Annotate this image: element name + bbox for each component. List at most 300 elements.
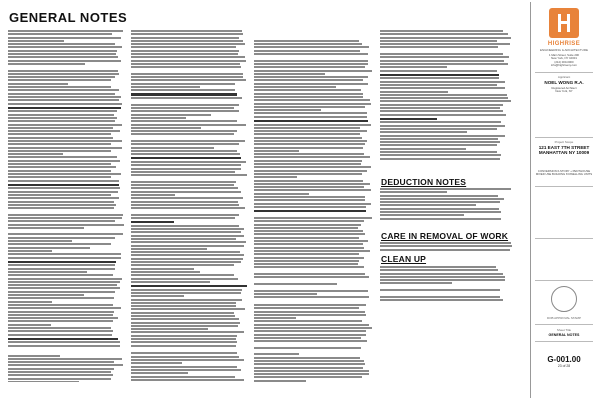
note-text-line <box>131 322 240 324</box>
note-text-line <box>8 261 116 263</box>
note-text-line <box>254 311 365 313</box>
note-text-line <box>8 224 124 226</box>
note-text-line <box>8 143 111 145</box>
note-text-line <box>131 328 208 330</box>
note-text-line <box>380 74 499 76</box>
note-text-line <box>8 338 118 340</box>
note-text-line <box>131 366 237 368</box>
note-text-line <box>380 214 464 216</box>
note-text-line <box>131 127 201 129</box>
note-text-line <box>131 181 236 183</box>
note-text-line <box>254 337 361 339</box>
note-text-line <box>131 248 207 250</box>
note-text-line <box>254 330 366 332</box>
note-text-line <box>8 371 111 373</box>
note-text-line <box>380 63 508 65</box>
note-text-line <box>8 150 111 152</box>
note-text-line <box>254 30 298 32</box>
note-text-line <box>8 284 117 286</box>
note-text-line <box>380 201 500 203</box>
note-text-line <box>254 220 364 222</box>
note-text-line <box>8 73 119 75</box>
note-text-line <box>131 117 186 119</box>
note-text-line <box>8 378 111 380</box>
note-text-line <box>8 137 113 139</box>
note-text-line <box>254 83 368 85</box>
note-text-line <box>131 207 245 209</box>
note-text-line <box>131 299 242 301</box>
note-text-line <box>131 100 195 102</box>
note-text-line <box>8 170 111 172</box>
note-text-line <box>254 214 302 216</box>
note-text-line <box>131 221 174 223</box>
note-text-line <box>131 143 239 145</box>
note-text-line <box>8 33 112 35</box>
note-text-line <box>254 270 332 272</box>
note-text-line <box>254 193 309 195</box>
note-text-line <box>8 240 72 242</box>
note-text-line <box>254 189 371 191</box>
note-text-line <box>8 341 120 343</box>
note-text-line <box>8 304 113 306</box>
note-text-line <box>131 30 242 32</box>
note-text-line <box>8 361 114 363</box>
note-text-line <box>380 94 507 96</box>
note-text-line <box>380 118 437 120</box>
note-text-line <box>8 253 121 255</box>
note-text-line <box>8 368 114 370</box>
note-text-line <box>254 124 371 126</box>
note-text-line <box>8 103 122 105</box>
note-text-line <box>380 282 452 284</box>
note-text-line <box>254 160 362 162</box>
note-text-line <box>131 89 235 91</box>
note-text-line <box>254 37 322 39</box>
note-text-line <box>254 320 362 322</box>
sheet-title: GENERAL NOTES <box>548 333 580 337</box>
note-text-line <box>254 230 363 232</box>
note-text-line <box>131 46 236 48</box>
note-text-line <box>254 46 369 48</box>
note-text-line <box>8 320 113 322</box>
note-text-line <box>131 217 235 219</box>
note-text-line <box>254 153 364 155</box>
note-text-line <box>254 163 361 165</box>
note-text-line <box>254 109 321 111</box>
note-text-line <box>254 63 368 65</box>
note-text-line <box>380 151 497 153</box>
note-text-line <box>8 334 112 336</box>
project-label: Project Scope <box>554 140 574 144</box>
note-text-line <box>254 173 362 175</box>
note-text-line <box>131 228 244 230</box>
notes-column-1 <box>8 30 124 382</box>
section-deduction-notes: DEDUCTION NOTES <box>381 177 467 187</box>
note-text-line <box>254 176 297 178</box>
note-text-line <box>254 273 365 275</box>
note-text-line <box>131 305 236 307</box>
note-text-line <box>8 79 111 81</box>
note-text-line <box>131 376 235 378</box>
note-text-line <box>131 312 234 314</box>
note-text-line <box>131 157 241 159</box>
note-text-line <box>131 225 239 227</box>
note-text-line <box>8 56 118 58</box>
note-text-line <box>254 300 330 302</box>
note-text-line <box>8 76 115 78</box>
note-text-line <box>380 110 503 112</box>
note-text-line <box>8 220 115 222</box>
section-clean-up: CLEAN UP <box>381 254 427 264</box>
note-text-line <box>254 79 363 81</box>
note-text-line <box>131 124 246 126</box>
note-text-line <box>8 40 64 42</box>
note-text-line <box>254 370 369 372</box>
note-text-line <box>254 343 306 345</box>
note-text-line <box>8 93 115 95</box>
note-text-line <box>8 70 118 72</box>
note-text-line <box>380 296 500 298</box>
note-text-line <box>254 376 362 378</box>
note-text-line <box>254 224 361 226</box>
note-text-line <box>8 187 120 189</box>
note-text-line <box>380 50 457 52</box>
note-text-line <box>131 53 238 55</box>
note-text-line <box>8 130 120 132</box>
note-text-line <box>254 40 359 42</box>
note-text-line <box>131 308 245 310</box>
note-text-line <box>8 83 68 85</box>
note-text-line <box>8 204 116 206</box>
note-text-line <box>254 227 358 229</box>
note-text-line <box>254 206 366 208</box>
note-text-line <box>8 227 84 229</box>
note-text-line <box>131 210 177 212</box>
note-text-line <box>8 301 52 303</box>
note-text-line <box>254 96 363 98</box>
note-text-line <box>131 83 235 85</box>
note-text-line <box>254 50 360 52</box>
note-text-line <box>254 280 305 282</box>
note-text-line <box>380 141 500 143</box>
care-in-removal-text <box>380 242 512 252</box>
notes-column-4-top <box>380 30 512 162</box>
note-text-line <box>131 241 246 243</box>
note-text-line <box>8 99 119 101</box>
note-text-line <box>254 250 370 252</box>
note-text-line <box>380 37 511 39</box>
note-text-line <box>254 317 296 319</box>
note-text-line <box>131 130 237 132</box>
note-text-line <box>8 133 111 135</box>
note-text-line <box>254 93 363 95</box>
note-text-line <box>254 180 363 182</box>
note-text-line <box>131 171 235 173</box>
note-text-line <box>254 233 365 235</box>
note-text-line <box>380 97 508 99</box>
note-text-line <box>254 363 365 365</box>
note-text-line <box>254 357 360 359</box>
note-text-line <box>131 56 245 58</box>
note-text-line <box>131 60 246 62</box>
note-text-line <box>8 250 52 252</box>
note-text-line <box>131 76 243 78</box>
note-text-line <box>131 120 237 122</box>
note-text-line <box>131 245 244 247</box>
note-text-line <box>8 114 114 116</box>
note-text-line <box>131 359 244 361</box>
note-text-line <box>8 314 113 316</box>
note-text-line <box>131 238 236 240</box>
note-text-line <box>254 116 367 118</box>
note-text-line <box>380 135 505 137</box>
note-text-line <box>131 43 245 45</box>
title-block <box>530 2 596 398</box>
note-text-line <box>8 210 53 212</box>
note-text-line <box>380 154 501 156</box>
note-text-line <box>380 81 505 83</box>
note-text-line <box>131 197 243 199</box>
note-text-line <box>131 274 234 276</box>
note-text-line <box>254 304 366 306</box>
note-text-line <box>254 196 365 198</box>
note-text-line <box>131 292 241 294</box>
note-text-line <box>380 128 497 130</box>
note-text-line <box>8 120 115 122</box>
note-text-line <box>8 294 84 296</box>
note-text-line <box>380 131 467 133</box>
note-text-line <box>380 245 512 247</box>
note-text-line <box>131 168 241 170</box>
note-text-line <box>254 253 359 255</box>
note-text-line <box>131 231 241 233</box>
note-text-line <box>8 271 87 273</box>
note-text-line <box>131 278 238 280</box>
note-text-line <box>8 345 120 347</box>
note-text-line <box>254 143 365 145</box>
note-text-line <box>131 331 244 333</box>
note-text-line <box>8 268 115 270</box>
note-text-line <box>131 110 239 112</box>
note-text-line <box>254 276 369 278</box>
note-text-line <box>131 194 175 196</box>
note-text-line <box>254 103 371 105</box>
note-text-line <box>380 242 511 244</box>
note-text-line <box>380 104 503 106</box>
note-text-line <box>8 37 121 39</box>
note-text-line <box>131 79 246 81</box>
note-text-line <box>131 258 243 260</box>
note-text-line <box>8 66 63 68</box>
note-text-line <box>254 307 359 309</box>
section-care-in-removal: CARE IN REMOVAL OF WORK <box>381 231 509 241</box>
note-text-line <box>8 140 122 142</box>
note-text-line <box>8 355 60 357</box>
note-text-line <box>254 257 364 259</box>
note-text-line <box>131 214 239 216</box>
note-text-line <box>254 66 365 68</box>
note-text-line <box>380 84 497 86</box>
note-text-line <box>254 140 367 142</box>
note-text-line <box>131 264 234 266</box>
note-text-line <box>8 107 121 109</box>
note-text-line <box>254 353 299 355</box>
note-text-line <box>380 77 499 79</box>
note-text-line <box>380 221 472 223</box>
note-text-line <box>380 87 505 89</box>
note-text-line <box>8 160 120 162</box>
note-text-line <box>8 207 114 209</box>
note-text-line <box>254 89 361 91</box>
note-text-line <box>8 176 111 178</box>
note-text-line <box>131 140 245 142</box>
note-text-line <box>131 204 239 206</box>
note-text-line <box>8 191 118 193</box>
note-text-line <box>131 147 214 149</box>
note-text-line <box>131 345 236 347</box>
note-text-line <box>131 379 244 381</box>
note-text-line <box>254 240 368 242</box>
note-text-line <box>8 230 66 232</box>
note-text-line <box>8 63 85 65</box>
note-text-line <box>8 217 122 219</box>
project-description: CONVERSION 6-STORY + PENTHOUSE MIXED USE BUILDING 8 DWELLING UNITS <box>535 169 593 177</box>
note-text-line <box>8 381 79 382</box>
applicant-label: Applicant <box>557 75 571 79</box>
note-text-line <box>131 153 240 155</box>
note-text-line <box>131 251 240 253</box>
note-text-line <box>131 37 239 39</box>
note-text-line <box>254 86 336 88</box>
note-text-line <box>380 107 500 109</box>
note-text-line <box>380 91 448 93</box>
note-text-line <box>131 150 237 152</box>
note-text-line <box>131 33 243 35</box>
note-text-line <box>8 96 121 98</box>
note-text-line <box>380 286 435 288</box>
note-text-line <box>131 50 239 52</box>
note-text-line <box>254 199 365 201</box>
note-text-line <box>380 125 505 127</box>
note-text-line <box>8 86 111 88</box>
note-text-line <box>254 203 371 205</box>
note-text-line <box>8 43 115 45</box>
note-text-line <box>254 70 372 72</box>
note-text-line <box>8 110 117 112</box>
note-text-line <box>380 33 508 35</box>
note-text-line <box>8 201 114 203</box>
note-text-line <box>131 164 241 166</box>
note-text-line <box>380 100 511 102</box>
note-text-line <box>131 161 246 163</box>
note-text-line <box>8 364 123 366</box>
note-text-line <box>254 286 332 288</box>
note-text-line <box>254 150 299 152</box>
note-text-line <box>254 350 334 352</box>
note-text-line <box>131 86 200 88</box>
note-text-line <box>8 358 122 360</box>
sheet-number: G-001.00 <box>547 355 581 364</box>
note-text-line <box>8 257 121 259</box>
note-text-line <box>380 198 504 200</box>
note-text-line <box>380 204 476 206</box>
note-text-line <box>380 138 498 140</box>
note-text-line <box>131 73 243 75</box>
note-text-line <box>8 330 113 332</box>
note-text-line <box>8 287 120 289</box>
note-text-line <box>8 147 122 149</box>
note-text-line <box>8 30 123 32</box>
note-text-line <box>8 291 115 293</box>
note-text-line <box>8 46 122 48</box>
note-text-line <box>8 351 93 353</box>
note-text-line <box>131 63 240 65</box>
note-text-line <box>254 340 367 342</box>
note-text-line <box>380 148 466 150</box>
note-text-line <box>380 279 505 281</box>
note-text-line <box>380 60 504 62</box>
brand-name: HIGHRISE <box>547 41 581 47</box>
note-text-line <box>8 317 118 319</box>
note-text-line <box>131 281 210 283</box>
note-text-line <box>131 261 241 263</box>
note-text-line <box>131 372 188 374</box>
note-text-line <box>380 289 500 291</box>
note-text-line <box>254 120 368 122</box>
note-text-line <box>131 268 194 270</box>
note-text-line <box>131 187 238 189</box>
note-text-line <box>254 76 368 78</box>
dob-stamp-label: DOB APPROVAL STAMP <box>547 316 581 320</box>
note-text-line <box>254 334 366 336</box>
clean-up-text <box>380 266 512 304</box>
note-text-line <box>254 347 361 349</box>
note-text-line <box>8 264 115 266</box>
note-text-line <box>380 53 503 55</box>
notes-column-2 <box>131 30 247 382</box>
note-text-line <box>380 144 497 146</box>
note-text-line <box>8 214 123 216</box>
note-text-line <box>254 293 317 295</box>
note-text-line <box>380 121 501 123</box>
note-text-line <box>8 278 122 280</box>
note-text-line <box>8 89 119 91</box>
note-text-line <box>131 356 239 358</box>
office-contact: 1 Main Street, Suite 200 New York, NY 10001 (212) 000-0000 info@highriseny.com <box>548 53 579 68</box>
note-text-line <box>8 184 119 186</box>
note-text-line <box>254 210 366 212</box>
note-text-line <box>254 260 359 262</box>
note-text-line <box>131 295 184 297</box>
note-text-line <box>8 281 120 283</box>
note-text-line <box>131 70 203 72</box>
note-text-line <box>8 311 114 313</box>
note-text-line <box>254 237 359 239</box>
note-text-line <box>254 33 296 35</box>
brand-subtitle: ENGINEERING & ARCHITECTURE <box>539 48 588 52</box>
note-text-line <box>131 289 242 291</box>
note-text-line <box>380 114 506 116</box>
note-text-line <box>8 124 122 126</box>
note-text-line <box>380 195 498 197</box>
note-text-line <box>380 266 496 268</box>
note-text-line <box>8 163 111 165</box>
note-text-line <box>8 348 66 350</box>
note-text-line <box>8 324 51 326</box>
note-text-line <box>8 50 117 52</box>
note-text-line <box>131 271 200 273</box>
note-text-line <box>254 56 341 58</box>
